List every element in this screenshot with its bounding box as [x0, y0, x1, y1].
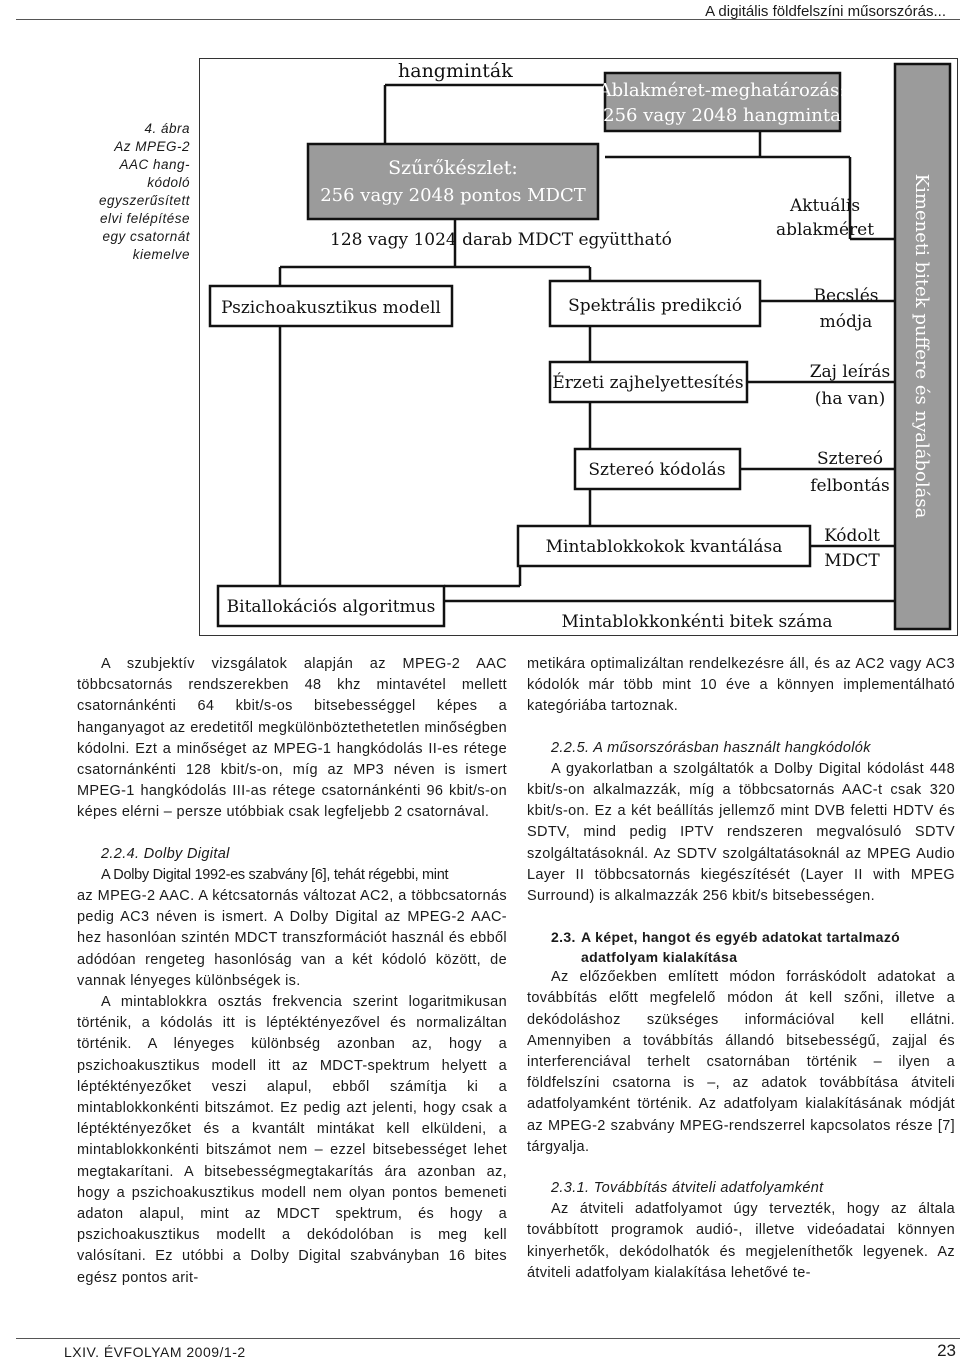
caption-line: elvi felépítése [99, 211, 190, 226]
paragraph: A gyakorlatban a szolgáltatók a Dolby Digital kódolást 448 kbit/s-on alkalmazzák, míg a többcsatornás AAC-t csak 320 kbit/s-on. Ez a két beállítás jellemző mint DVB feletti HDTV és SDTV, mind pedig IPTV rendszeren megvalósuló SDTV szolgáltatásoknál. Az SDTV szolgáltatásoknál az MPEG Audio Layer II többcsatornás kiegészítését (Layer II with MPEG Surround) is alkalmazzák 256 kbit/s bitsebességen. [527, 760, 955, 905]
label-estimation-1: Becslés [813, 286, 879, 306]
caption-line: kiemelve [132, 247, 190, 262]
section-heading-2-2-4: 2.2.4. Dolby Digital [101, 845, 230, 862]
label-noise-desc-1: Zaj leírás [809, 362, 891, 382]
label-noise-substitution: Érzeti zajhelyettesítés [552, 373, 744, 393]
heading-number: 2.3. [551, 929, 576, 946]
label-filterbank-1: Szűrőkészlet: [388, 157, 518, 179]
encoder-block-diagram [199, 58, 958, 636]
label-noise-desc-2: (ha van) [814, 389, 886, 409]
label-window-size-1: Ablakméret-meghatározás: [598, 80, 846, 101]
section-heading-2-2-5: 2.2.5. A műsorszórásban használt hangkódolók [551, 739, 871, 756]
diagram-svg [200, 59, 957, 635]
section-heading-2-3-1: 2.3.1. Továbbítás átviteli adatfolyamként [551, 1180, 824, 1197]
page-number: 23 [937, 1341, 956, 1360]
label-stereo-res-2: felbontás [810, 476, 890, 496]
paragraph: A szubjektív vizsgálatok alapján az MPEG-2 AAC többcsatornás rendszerekben 48 khz mintavétel mellett csatornánkénti 64 kbit/s-os bitsebességgel képes a hanganyagot az eredetitől megkülönböztethetetlen minőségben kódolni. Ezt a minőséget az MPEG-1 hangkódolás II-es rétege csatornánkénti 128 kbit/s-on, míg az MP3 néven is ismert MPEG-1 hangkódolás III-as rétege csatornánkénti 96 kbit/s-on képes elérni – persze utóbbiak csak legfeljebb 2 csatornával. [77, 656, 507, 821]
heading-line-2: adatfolyam kialakítása [581, 949, 738, 966]
label-filterbank-2: 256 vagy 2048 pontos MDCT [320, 185, 586, 206]
header-rule [16, 19, 960, 20]
label-psycho-model: Pszichoakusztikus modell [221, 298, 441, 318]
label-estimation-2: módja [819, 312, 873, 332]
paragraph: A Dolby Digital 1992-es szabvány [6], tehát régebbi, mint [101, 866, 449, 883]
label-bits-per-block: Mintablokkonkénti bitek száma [561, 612, 833, 632]
paragraph: Az átviteli adatfolyamot úgy tervezték, hogy az általa továbbított programok audió-, illetve videóadatai könnyen kinyerhetők, dekódolhatók és megjeleníthetők legyenek. Az átviteli adatfolyam kialakítása lehetővé te- [527, 1201, 955, 1281]
caption-line: Az MPEG-2 [114, 139, 190, 154]
caption-line: AAC hang- [119, 157, 190, 172]
running-head [0, 0, 960, 28]
label-mdct-coeffs: 128 vagy 1024 darab MDCT együttható [330, 230, 672, 250]
label-bit-allocation: Bitallokációs algoritmus [226, 597, 436, 617]
caption-line: 4. ábra [144, 121, 190, 136]
paragraph: Az előzőekben említett módon forráskódolt adatokat a továbbítás előtt megfelelő módon át kell szőni, illetve a dekódoláshoz szükséges információval kell ellátni. Amennyiben a továbbítás állandó bitsebességű, zajjal és interferenciával terhelt csatornában történik – ilyen a földfelszíni csatorna is –, az adatok továbbítása átviteli adatfolyamként történik. Az adatfolyam kialakításának módját az MPEG-2 szabvány MPEG-rendszerrel kapcsolatos része [7] tárgyalja. [527, 969, 955, 1155]
label-stereo-coding: Sztereó kódolás [588, 460, 726, 480]
label-output-buffer: Kimeneti bitek puffere és nyalábolása [911, 173, 932, 519]
right-column [527, 654, 955, 1284]
paragraph: A mintablokkra osztás frekvencia szerint logaritmikusan történik, a kódolás itt is léptéktényezővel és normalizáltan történik. A lényeges különbség azonban az, hogy a pszichoakusztikus modell itt az MDCT-spektrum helyett a léptéktényezőket veszi alapul, ebből számítja ki a mintablokkonkénti bitszámot. Ez pedig azt jelenti, hogy csak a léptéktényezőket és a kvantált mintákat kell elküldeni, a mintablokkonkénti bitszámot nem – ezzel bitsebességet lehet megtakarítani. A bitsebességmegtakarítás ára azonban az, hogy a pszichoakusztikus modell nem olyan pontos bemeneti adaton alapul, mint az MDCT spektrum, és hogy a pszichoakusztikus modellt a dekódolóban is meg kell valósítani. Ez utóbbi a Dolby Digital szabványban 16 bites egész pontos arit- [77, 994, 507, 1286]
page-footer [16, 1338, 960, 1363]
label-quantization: Mintablokkokok kvantálása [545, 537, 783, 557]
section-heading-2-3 [527, 927, 955, 967]
paragraph: metikára optimalizáltan rendelkezésre áll, és az AC2 vagy AC3 kódolók már több mint 10 éve a könnyen implementálható kategóriába tartoznak. [527, 656, 955, 715]
label-current-window-2: ablakméret [775, 220, 875, 240]
running-title: A digitális földfelszíni műsorszórás... [705, 3, 946, 20]
label-spectral-prediction: Spektrális predikció [568, 296, 742, 316]
caption-line: kódoló [147, 175, 190, 190]
label-coded-mdct-1: Kódolt [824, 526, 880, 546]
label-coded-mdct-2: MDCT [824, 551, 880, 571]
label-audio-samples: hangminták [398, 60, 513, 82]
label-window-size-2: 256 vagy 2048 hangminta [603, 105, 841, 126]
caption-line: egy csatornát [102, 229, 190, 244]
paragraph: az MPEG-2 AAC. A kétcsatornás változat AC2, a többcsatornás pedig AC3 néven is ismert. A Dolby Digital az MPEG-2 AAC-hez hasonlóan szintén MDCT transzformációt használ és ebből adódóan rengeteg hasonlóság van a két kódoló között, de vannak lényeges különbségek is. [77, 888, 507, 989]
journal-volume: LXIV. ÉVFOLYAM 2009/1-2 [64, 1344, 246, 1360]
figure-caption [60, 120, 190, 264]
label-current-window-1: Aktuális [789, 196, 861, 216]
heading-line-1: A képet, hangot és egyéb adatokat tartalmazó [581, 929, 901, 946]
filterbank-box [308, 144, 598, 219]
label-stereo-res-1: Sztereó [817, 449, 883, 469]
footer-rule [16, 1338, 960, 1339]
left-column [77, 654, 507, 1289]
caption-line: egyszerűsített [98, 193, 190, 208]
